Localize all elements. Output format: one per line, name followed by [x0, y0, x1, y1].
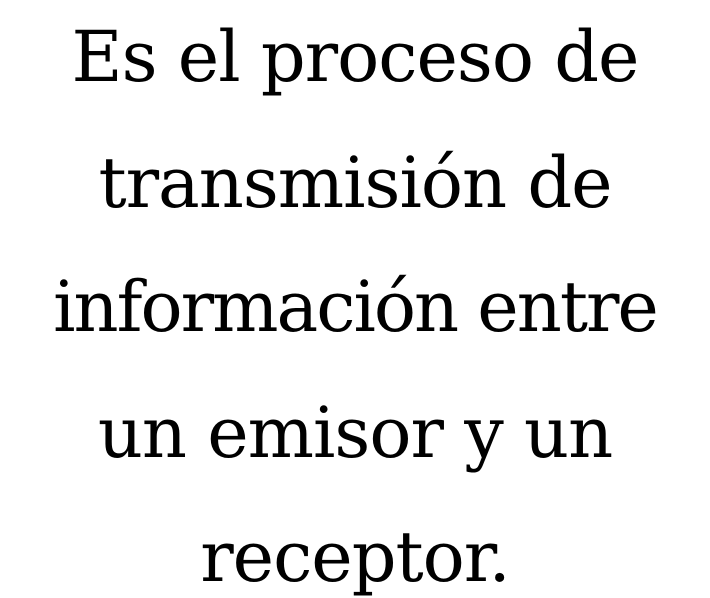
definition-line-4: un emisor y un — [97, 392, 613, 474]
definition-line-2: transmisión de — [98, 142, 612, 224]
definition-line-5: receptor. — [200, 516, 510, 598]
definition-line-1: Es el proceso de — [71, 16, 639, 98]
definition-line-3: información entre — [53, 266, 657, 348]
